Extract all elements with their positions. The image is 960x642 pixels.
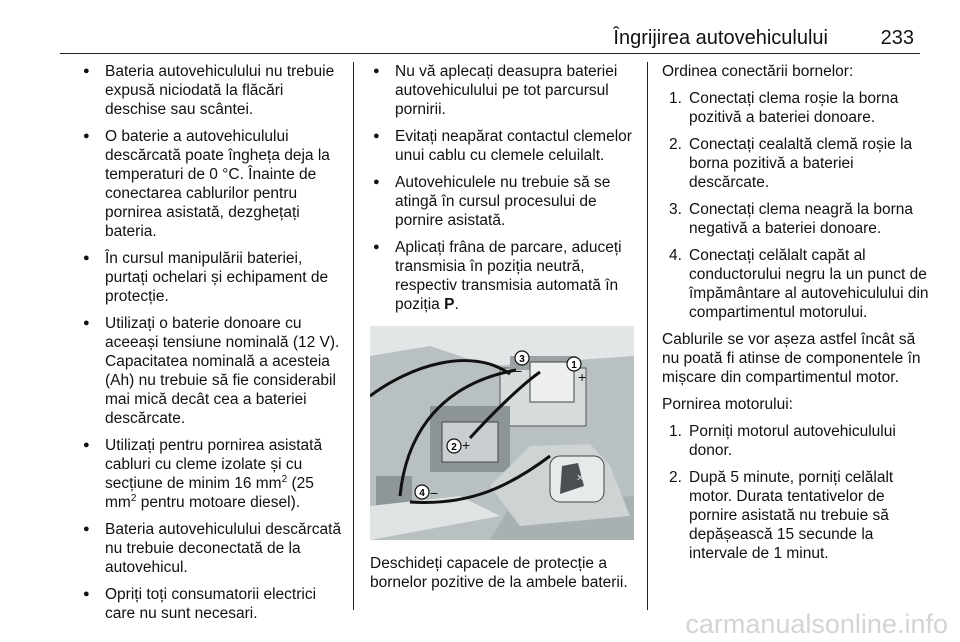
list-item: ● Autovehiculele nu trebuie să se atingă în cursul procesului de pornire asistată. — [370, 173, 634, 230]
svg-text:−: − — [514, 363, 523, 379]
superscript: 2 — [130, 492, 137, 504]
item-text: Aplicați frâna de parcare, aduceți transmisia în poziția neutră, respectiv transmisia automată în poziția — [395, 239, 622, 313]
callout-label: 3 — [519, 354, 525, 365]
section-title: Îngrijirea autovehiculului — [613, 27, 828, 49]
gear-position: P — [444, 296, 455, 313]
column-2 — [370, 62, 634, 592]
list-item — [370, 238, 634, 314]
callout-label: 1 — [571, 360, 577, 371]
step-text: După 5 minute, porniți celălalt motor. Durata tentativelor de pornire asistată nu trebuie să depășească 15 secunde la intervale de 1 minut. — [689, 469, 894, 562]
list-item — [662, 246, 932, 322]
step-text: Conectați cealaltă clemă roșie la borna pozitivă a bateriei descărcate. — [689, 136, 913, 191]
step-text: Conectați clema roșie la borna pozitivă a bateriei donoare. — [689, 90, 899, 126]
list-item — [662, 468, 932, 563]
paragraph: Cablurile se vor așeza astfel încât să nu poată fi atinse de componentele în mișcare din compartimentul motor. — [662, 331, 921, 386]
callout-label: 4 — [419, 488, 425, 499]
item-text: . — [454, 296, 459, 313]
callout-label: 2 — [451, 442, 457, 453]
connection-steps — [662, 89, 932, 322]
item-text: Utilizați pentru pornirea asistată cabluri cu cleme izolate și cu secțiune de minim 16 mm — [105, 437, 323, 492]
start-steps — [662, 422, 932, 563]
svg-text:✕: ✕ — [576, 473, 585, 484]
list-item: ● O baterie a autovehiculului descărcată poate îngheța deja la temperaturi de 0 °C. Înainte de conectarea cablurilor pentru pornirea asistată, dezghețați bateria. — [80, 127, 342, 241]
bullet-list-1 — [80, 62, 342, 623]
watermark: carmanualsonline.info — [685, 609, 948, 639]
column-divider-2 — [647, 62, 648, 610]
engine-bay-figure — [370, 326, 634, 540]
svg-text:+: + — [462, 437, 471, 453]
step-number: 4. — [669, 247, 682, 264]
item-text: pentru motoare diesel). — [136, 494, 301, 511]
svg-text:+: + — [578, 369, 587, 385]
list-item — [662, 89, 932, 127]
list-item: ● Bateria autovehiculului nu trebuie expusă niciodată la flăcări deschise sau scântei. — [80, 62, 342, 119]
list-item: ● În cursul manipulării bateriei, purtați ochelari și echipament de protecție. — [80, 249, 342, 306]
list-item — [662, 200, 932, 238]
step-text: Conectați celălalt capăt al conductorului negru la un punct de împământare al autovehiculului din compartimentul motorului. — [689, 247, 929, 321]
list-item — [662, 135, 932, 192]
step-text: Conectați clema neagră la borna negativă a bateriei donoare. — [689, 201, 914, 237]
column-3 — [662, 62, 932, 571]
bullet-list-2 — [370, 62, 634, 314]
list-item: ● Bateria autovehiculului descărcată nu trebuie deconectată de la autovehicul. — [80, 520, 342, 577]
figure-caption: Deschideți capacele de protecție a bornelor pozitive de la ambele baterii. — [370, 555, 628, 591]
superscript: 2 — [281, 473, 288, 485]
column-divider-1 — [353, 62, 354, 610]
list-item: ● Nu vă aplecați deasupra bateriei autovehiculului pe tot parcursul pornirii. — [370, 62, 634, 119]
step-number: 3. — [669, 201, 682, 218]
step-number: 1. — [669, 423, 682, 440]
page-header — [60, 27, 920, 54]
list-item: ● Evitați neapărat contactul clemelor unui cablu cu clemele celuilalt. — [370, 127, 634, 165]
page-number: 233 — [880, 27, 914, 49]
list-item: ● Utilizați o baterie donoare cu aceeași tensiune nominală (12 V). Capacitatea nominală a acesteia (Ah) nu trebuie să fie considerabil mai mică decât cea a bateriei descărcate. — [80, 314, 342, 428]
svg-text:−: − — [430, 485, 439, 501]
list-item — [662, 422, 932, 460]
subheading: Pornirea motorului: — [662, 396, 793, 413]
list-item: ● Opriți toți consumatorii electrici care nu sunt necesari. — [80, 585, 342, 623]
step-text: Porniți motorul autovehiculului donor. — [689, 423, 896, 459]
list-item — [80, 436, 342, 512]
item-text: (25 mm — [105, 475, 314, 511]
column-1 — [80, 62, 342, 631]
battery-illustration — [370, 326, 634, 540]
step-number: 1. — [669, 90, 682, 107]
step-number: 2. — [669, 136, 682, 153]
subheading: Ordinea conectării bornelor: — [662, 63, 854, 80]
step-number: 2. — [669, 469, 682, 486]
